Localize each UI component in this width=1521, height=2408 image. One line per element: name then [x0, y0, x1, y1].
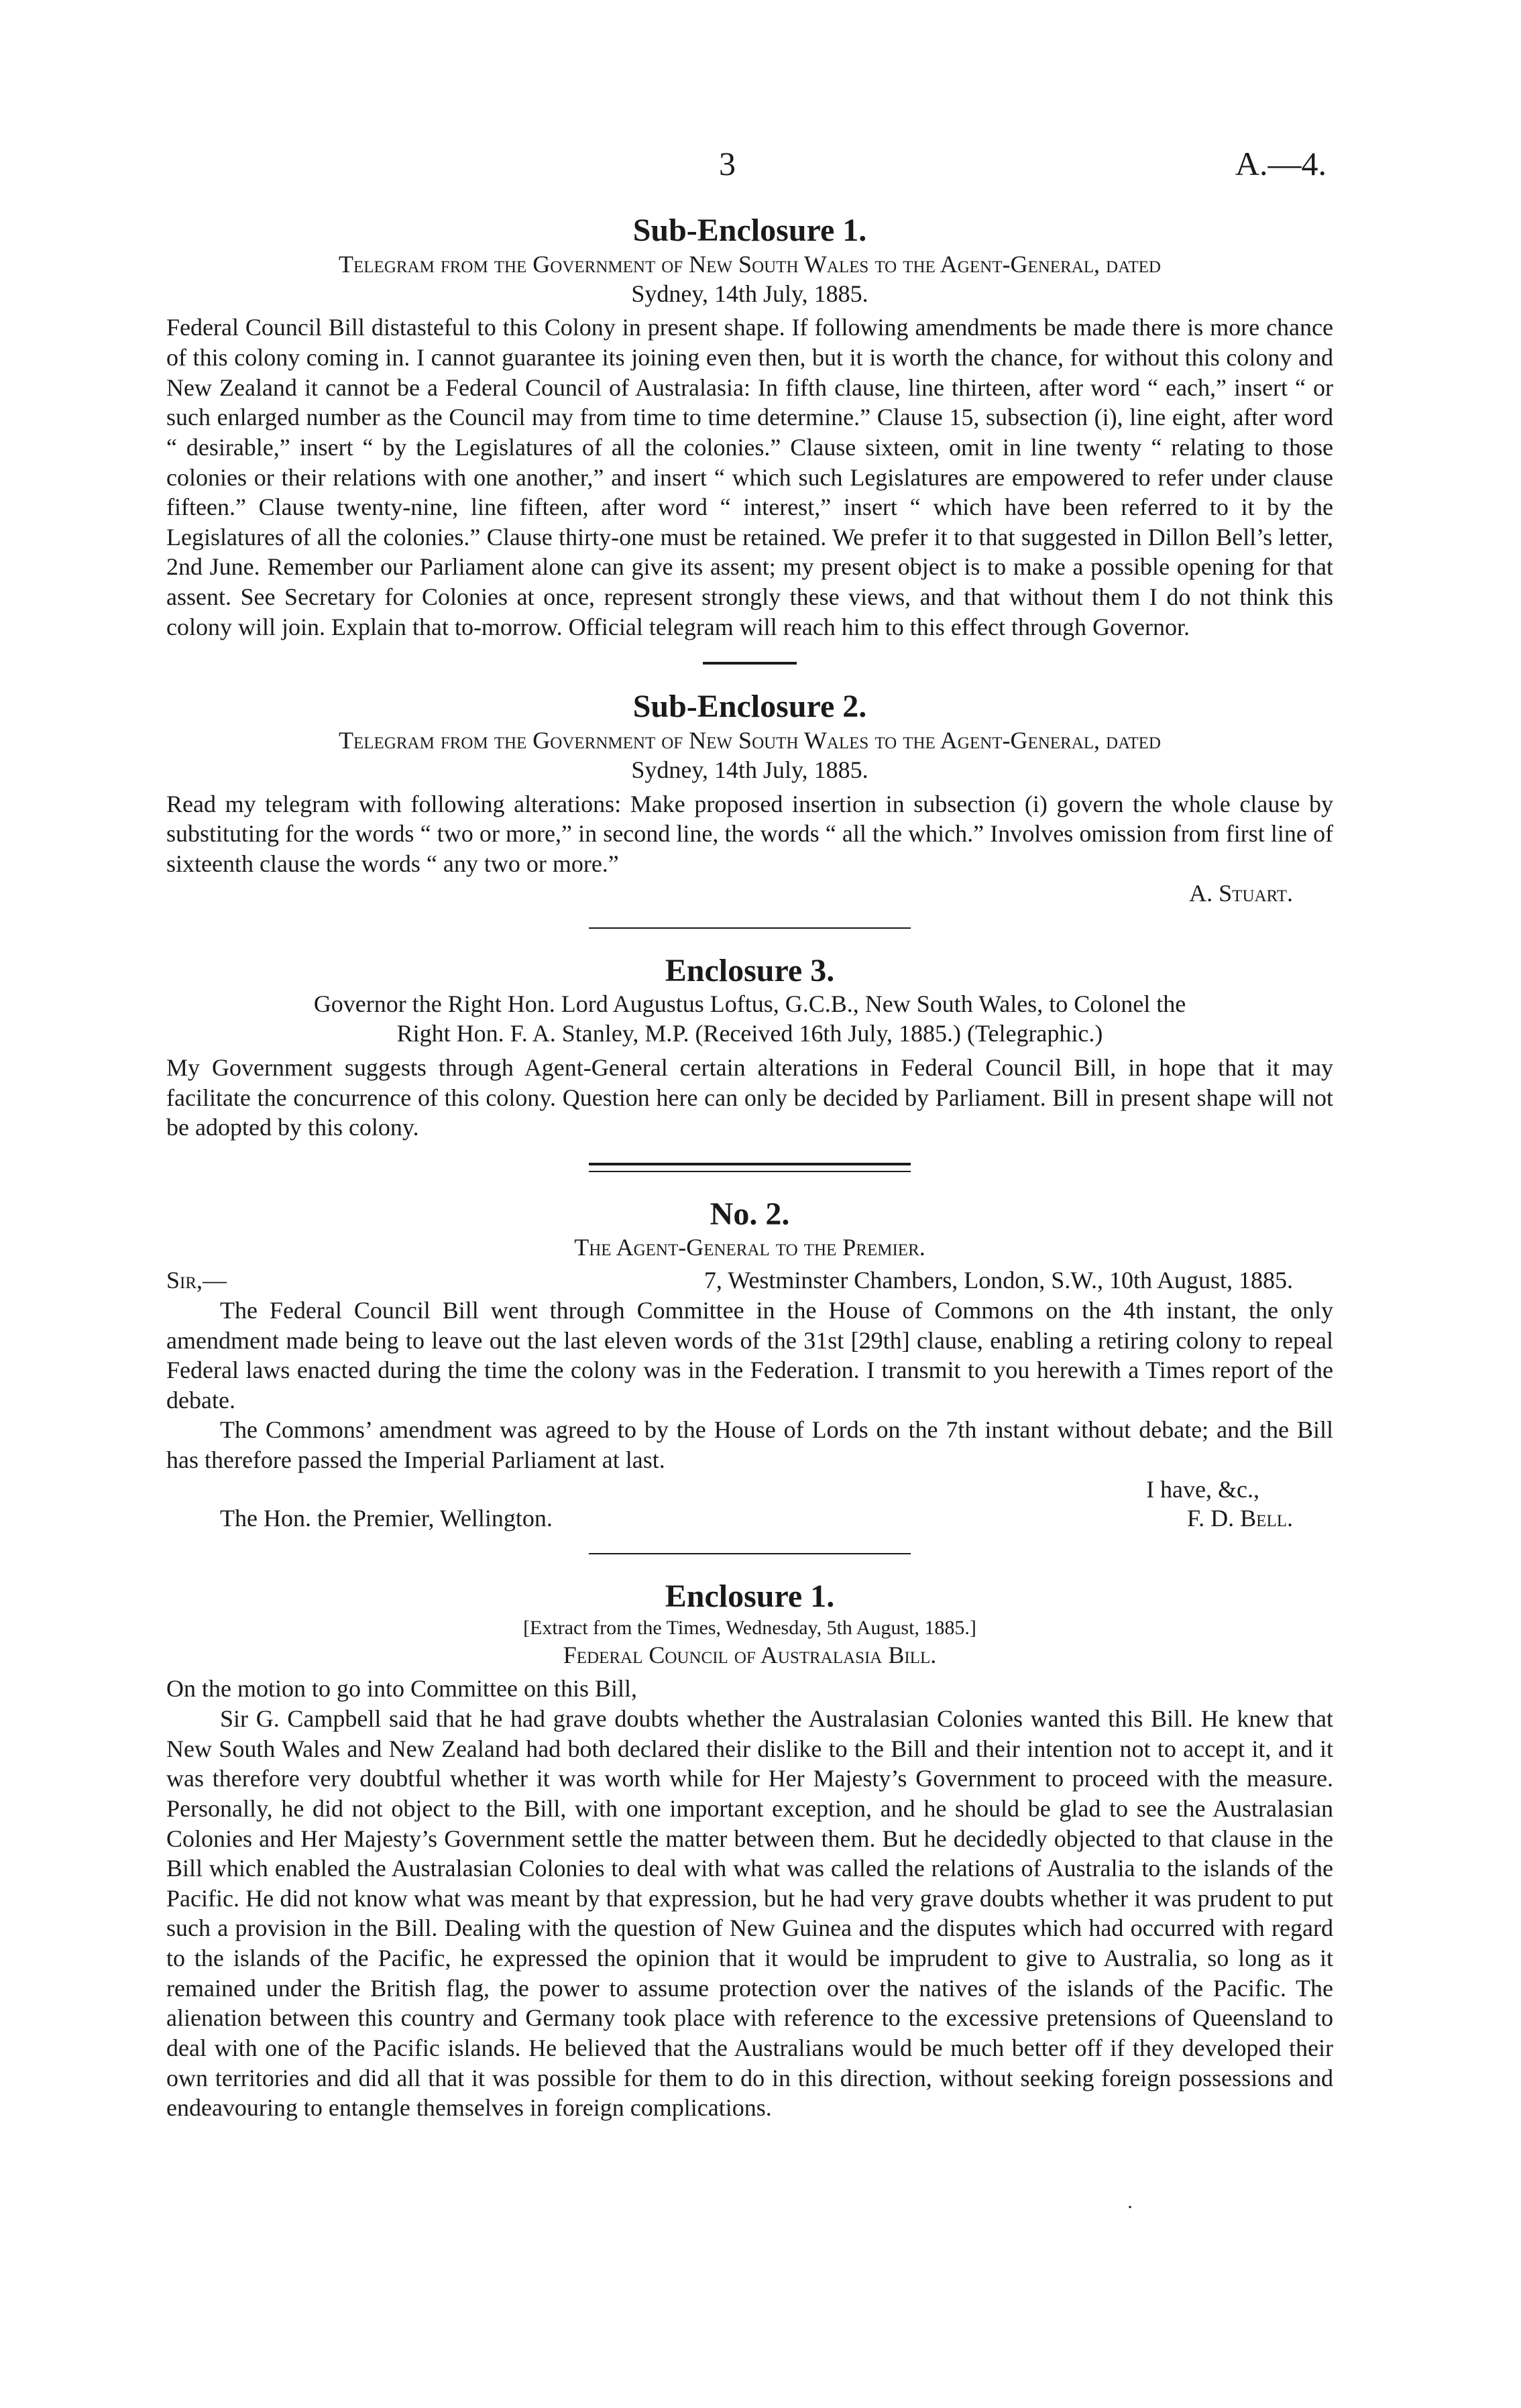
enclosure-1-paragraph-1: On the motion to go into Committee on this Bill,	[166, 1675, 637, 1703]
divider	[703, 662, 797, 665]
enclosure-3-body: My Government suggests through Agent-General certain alterations in Federal Council Bill, in hope that it may facilitate the concurrence of this colony. Question here can only be decided by Parliament. Bill in present shape will not be adopted by this colony.	[166, 1053, 1333, 1141]
sub-enclosure-1-title-line1: Telegram from the Government of New South Wales to the Agent-General, dated	[339, 250, 1161, 278]
salutation: Sir,—	[166, 1267, 227, 1294]
letter-no-2	[166, 1195, 1333, 1534]
enclosure-3-title-line2: Right Hon. F. A. Stanley, M.P. (Received 16th July, 1885.) (Telegraphic.)	[396, 1020, 1103, 1047]
sub-enclosure-2-title-line1: Telegram from the Government of New South Wales to the Agent-General, dated	[339, 726, 1161, 754]
extract-note: [Extract from the Times, Wednesday, 5th August, 1885.]	[523, 1616, 976, 1639]
page-number: 3	[719, 145, 736, 182]
divider	[589, 1553, 911, 1554]
sub-enclosure-2-title-line2: Sydney, 14th July, 1885.	[631, 756, 868, 783]
addressee: The Hon. the Premier, Wellington.	[220, 1504, 553, 1532]
no-2-title: The Agent-General to the Premier.	[574, 1234, 925, 1261]
divider	[589, 927, 911, 929]
no-2-paragraph-1: The Federal Council Bill went through Committee in the House of Commons on the 4th instant, the only amendment made being to leave out the last eleven words of the 31st [29th] clause, enabling a retiring colony to repeal Federal laws enacted during the time the colony was in the Federation. I transmit to you herewith a Times report of the debate.	[166, 1296, 1333, 1414]
letter-signature: F. D. Bell.	[1187, 1504, 1293, 1532]
sub-enclosure-2	[166, 687, 1333, 907]
sub-enclosure-1	[166, 211, 1333, 642]
enclosure-3-heading: Enclosure 3.	[665, 952, 835, 988]
enclosure-1	[166, 1577, 1333, 2122]
enclosure-3-title-line1: Governor the Right Hon. Lord Augustus Loftus, G.C.B., New South Wales, to Colonel the	[313, 990, 1186, 1018]
sender-address: 7, Westminster Chambers, London, S.W., 10th August, 1885.	[703, 1267, 1293, 1294]
sub-enclosure-2-body: Read my telegram with following alterations: Make proposed insertion in subsection (i) govern the whole clause by substituting for the words “ two or more,” in second line, the words “ all the which.” Involves omission from first line of sixteenth clause the words “ any two or more.”	[166, 790, 1333, 877]
sub-enclosure-1-heading: Sub-Enclosure 1.	[632, 213, 867, 248]
bill-title: Federal Council of Australasia Bill.	[563, 1641, 937, 1668]
sub-enclosure-1-body: Federal Council Bill distasteful to this Colony in present shape. If following amendments be made there is more chance of this colony coming in. I cannot guarantee its joining even then, but it is worth the chance, for without this colony and New Zealand it cannot be a Federal Council of Australasia: In fifth clause, line thirteen, after word “ each,” insert “ or such enlarged number as the Council may from time to time determine.” Clause 15, subsection (i), line eight, after word “ desirable,” insert “ by the Legislatures of all the colonies.” Clause sixteen, omit in line twenty “ relating to those colonies or their relations with one another,” and insert “ which such Legislatures are empowered to refer under clause fifteen.” Clause twenty-nine, line fifteen, after word “ interest,” insert “ which have been referred to it by the Legislatures of all the colonies.” Clause thirty-one must be retained. We prefer it to that suggested in Dillon Bell’s letter, 2nd June. Remember our Parliament alone can give its assent; my present object is to make a possible opening for that assent. See Secretary for Colonies at once, represent strongly these views, and that without them I do not think this colony will join. Explain that to-morrow. Official telegram will reach him to this effect through Governor.	[166, 314, 1333, 640]
enclosure-3	[166, 952, 1333, 1143]
salutation-row	[166, 1265, 1333, 1296]
no-2-heading: No. 2.	[710, 1196, 790, 1232]
no-2-paragraph-2: The Commons’ amendment was agreed to by the House of Lords on the 7th instant without debate; and the Bill has therefore passed the Imperial Parliament at last.	[166, 1416, 1333, 1474]
enclosure-1-paragraph-2: Sir G. Campbell said that he had grave doubts whether the Australasian Colonies wanted this Bill. He knew that New South Wales and New Zealand had both declared their dislike to the Bill and their intention not to accept it, and it was therefore very doubtful whether it was worth while for Her Majesty’s Government to proceed with the measure. Personally, he did not object to the Bill, with one important exception, and he should be glad to see the Australasian Colonies and Her Majesty’s Government settle the matter between them. But he decidedly objected to that clause in the Bill which enabled the Australasian Colonies to deal with what was called the relations of Australia to the islands of the Pacific. He did not know what was meant by that expression, but he had very grave doubts whether it was prudent to put such a provision in the Bill. Dealing with the question of New Guinea and the disputes which had occurred with regard to the islands of the Pacific, he expressed the opinion that it would be imprudent to give to Australia, so long as it remained under the British flag, the power to assume protection over the natives of the islands of the Pacific. The alienation between this country and Germany took place with reference to the excessive pretensions of Queensland to deal with one of the Pacific islands. He believed that the Australians would be much better off if they developed their own territories and did all that it was possible for them to do in this direction, without seeking foreign possessions and endeavouring to entangle themselves in foreign complications.	[166, 1705, 1333, 2122]
document-reference: A.—4.	[1235, 145, 1327, 182]
sub-enclosure-1-title-line2: Sydney, 14th July, 1885.	[631, 280, 868, 307]
sub-enclosure-2-signature: A. Stuart.	[1189, 879, 1293, 907]
signature-row	[166, 1503, 1333, 1534]
stray-mark: ·	[1127, 2196, 1133, 2218]
closing: I have, &c.,	[1146, 1475, 1259, 1503]
double-divider	[589, 1163, 911, 1172]
sub-enclosure-2-heading: Sub-Enclosure 2.	[632, 689, 867, 725]
enclosure-1-heading: Enclosure 1.	[665, 1579, 835, 1615]
page-body	[166, 211, 1333, 2123]
